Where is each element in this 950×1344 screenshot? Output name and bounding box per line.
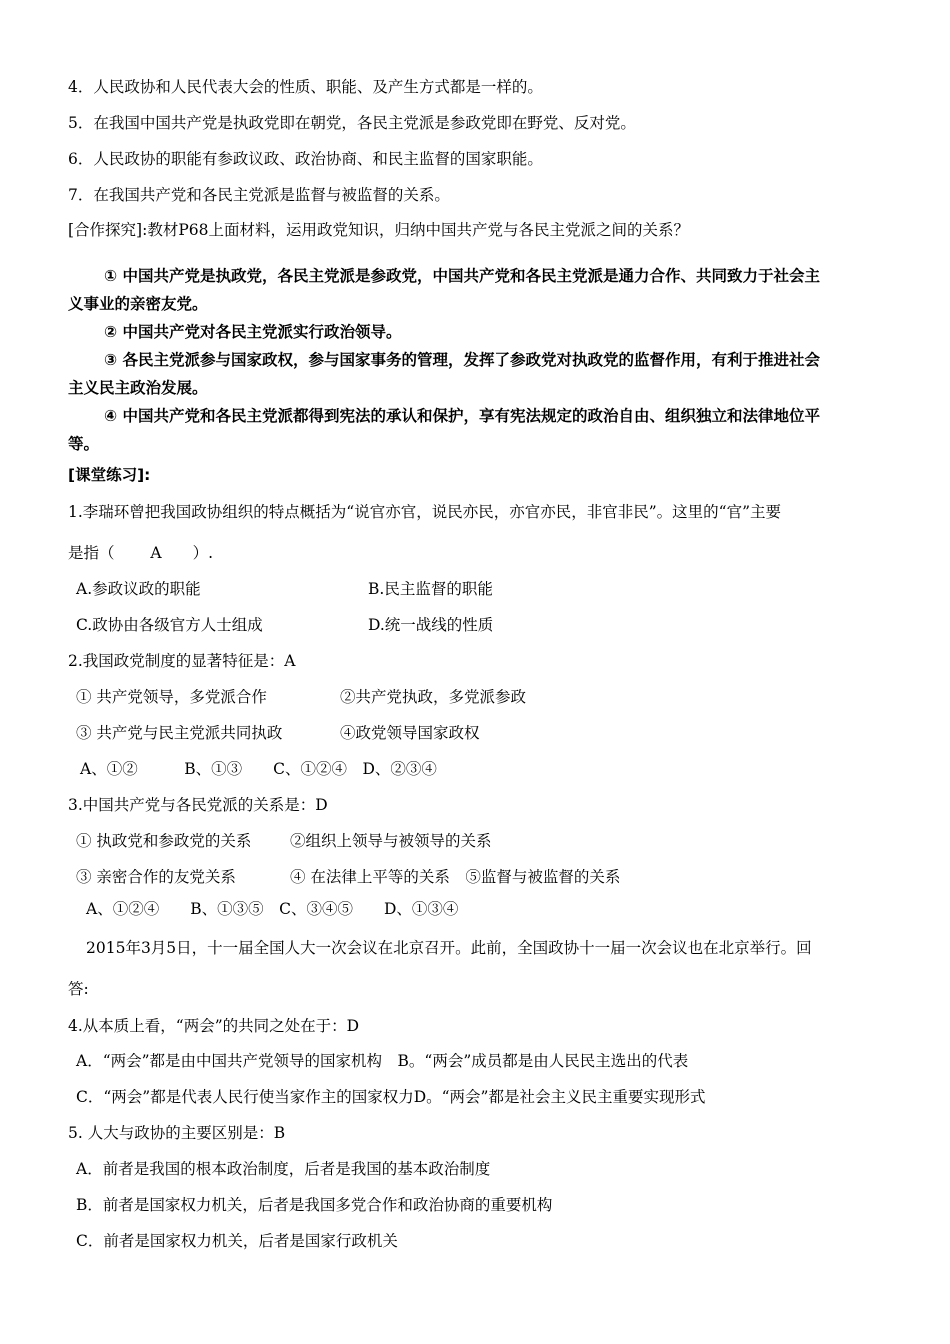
q2-item-1: ① 共产党领导，多党派合作 (76, 688, 267, 706)
statement-5: 5．在我国中国共产党是执政党即在朝党，各民主党派是参政党即在野党、反对党。 (68, 114, 636, 132)
q1-option-c: C.政协由各级官方人士组成 (76, 616, 263, 634)
q3-stem: 3.中国共产党与各民党派的关系是：D (68, 796, 328, 814)
q2-item-2: ②共产党执政，多党派参政 (340, 688, 527, 706)
explore-heading: [合作探究]:教材P68上面材料，运用政党知识，归纳中国共产党与各民主党派之间的关系？ (68, 221, 689, 239)
q2-choices: A、①② B、①③ C、①②④ D、②③④ (80, 760, 437, 778)
q4-stem: 4.从本质上看，“两会”的共同之处在于：D (68, 1017, 360, 1035)
q3-item-2: ②组织上领导与被领导的关系 (290, 832, 492, 850)
q5-option-c: C．前者是国家权力机关，后者是国家行政机关 (76, 1232, 398, 1250)
q3-item-3: ③ 亲密合作的友党关系 (76, 868, 236, 886)
explore-answer-1-cont: 义事业的亲密友党。 (68, 295, 208, 313)
q1-option-b: B.民主监督的职能 (368, 580, 493, 598)
q5-option-b: B．前者是国家权力机关，后者是我国多党合作和政治协商的重要机构 (76, 1196, 553, 1214)
context-paragraph: 2015年3月5日，十一届全国人大一次会议在北京召开。此前，全国政协十一届一次会议也在北京举行。回 (86, 939, 812, 957)
explore-answer-1: ① 中国共产党是执政党，各民主党派是参政党，中国共产党和各民主党派是通力合作、共同致力于社会主 (104, 267, 821, 285)
q5-stem: 5. 人大与政协的主要区别是：B (68, 1124, 286, 1142)
q4-options-ab: A．“两会”都是由中国共产党领导的国家机构 B。“两会”成员都是由人民民主选出的代表 (76, 1052, 689, 1070)
explore-answer-4: ④ 中国共产党和各民主党派都得到宪法的承认和保护，享有宪法规定的政治自由、组织独立和法律地位平 (104, 407, 821, 425)
statement-4: 4．人民政协和人民代表大会的性质、职能、及产生方式都是一样的。 (68, 78, 543, 96)
explore-answer-2: ② 中国共产党对各民主党派实行政治领导。 (104, 323, 402, 341)
explore-answer-3-cont: 主义民主政治发展。 (68, 379, 208, 397)
q1-option-d: D.统一战线的性质 (368, 616, 494, 634)
q3-item-4-5: ④ 在法律上平等的关系 ⑤监督与被监督的关系 (290, 868, 621, 886)
q4-options-cd: C．“两会”都是代表人民行使当家作主的国家权力D。“两会”都是社会主义民主重要实现形式 (76, 1088, 706, 1106)
explore-answer-4-cont: 等。 (68, 435, 100, 453)
practice-heading: [课堂练习]: (68, 466, 151, 484)
q3-choices: A、①②④ B、①③⑤ C、③④⑤ D、①③④ (86, 900, 459, 918)
q2-item-4: ④政党领导国家政权 (340, 724, 480, 742)
q2-item-3: ③ 共产党与民主党派共同执政 (76, 724, 283, 742)
context-paragraph-cont: 答: (68, 980, 89, 998)
q1-option-a: A.参政议政的职能 (76, 580, 201, 598)
q5-option-a: A．前者是我国的根本政治制度，后者是我国的基本政治制度 (76, 1160, 491, 1178)
q3-item-1: ① 执政党和参政党的关系 (76, 832, 252, 850)
q1-stem: 1.李瑞环曾把我国政协组织的特点概括为“说官亦官，说民亦民，亦官亦民，非官非民”。这里的“官”主要 (68, 503, 781, 521)
q1-stem-cont: 是指（ A ）. (68, 544, 214, 562)
statement-7: 7．在我国共产党和各民主党派是监督与被监督的关系。 (68, 186, 450, 204)
explore-answer-3: ③ 各民主党派参与国家政权，参与国家事务的管理，发挥了参政党对执政党的监督作用，有利于推进社会 (104, 351, 821, 369)
q2-stem: 2.我国政党制度的显著特征是：A (68, 652, 296, 670)
statement-6: 6．人民政协的职能有参政议政、政治协商、和民主监督的国家职能。 (68, 150, 543, 168)
